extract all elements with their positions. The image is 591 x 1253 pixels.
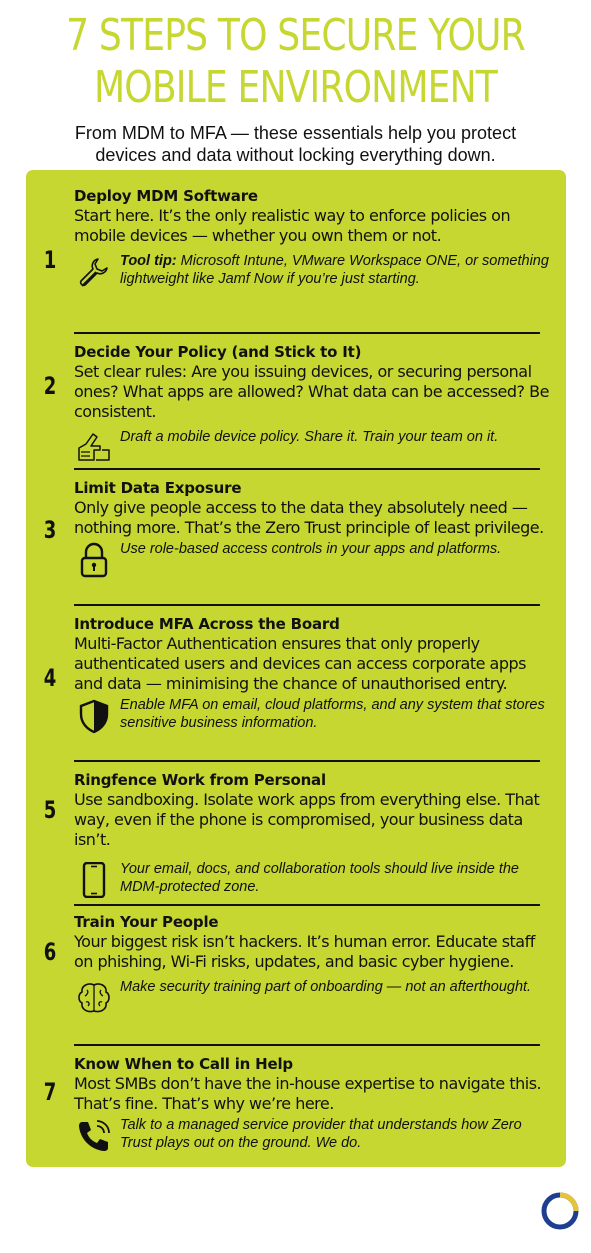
step-number: 1 [43,246,57,274]
step-number: 5 [43,796,57,824]
smartphone-icon [76,862,112,898]
step-tip [74,696,550,732]
shield-icon [76,698,112,734]
divider [74,468,540,470]
tip-text: Make security training part of onboarding — not an afterthought. [120,979,532,995]
step-text: Only give people access to the data they absolutely need — nothing more. That’s the Zero Trust principle of least privilege. [74,498,544,537]
step-title: Know When to Call in Help [74,1055,293,1073]
page-subtitle [18,122,573,166]
page-title [53,10,538,114]
step-tip [74,252,550,288]
tip-label: Tool tip: [120,253,177,269]
step-title: Limit Data Exposure [74,479,242,497]
step-text: Your biggest risk isn’t hackers. It’s human error. Educate staff on phishing, Wi-Fi risks, updates, and basic cyber hygiene. [74,932,535,971]
tip-body: Microsoft Intune, VMware Workspace ONE, or something lightweight like Jamf Now if you’re just starting. [120,253,549,287]
step-text: Multi-Factor Authentication ensures that only properly authenticated users and devices can access corporate apps and data — minimising the chance of unauthorised entry. [74,634,526,693]
subtitle-line-2: devices and data without locking everything down. [95,145,496,165]
step-number: 7 [43,1078,57,1106]
step-tip [74,1116,550,1152]
step-number: 2 [43,372,57,400]
divider [74,904,540,906]
step-number: 3 [43,516,57,544]
title-line-1: 7 STEPS TO SECURE YOUR [66,10,525,61]
step-tip [74,540,550,576]
wrench-icon [76,254,112,290]
step-title: Ringfence Work from Personal [74,771,326,789]
title-line-2: MOBILE ENVIRONMENT [93,62,498,113]
steps-panel [26,170,566,1167]
step-title: Train Your People [74,913,219,931]
brain-icon [76,980,112,1016]
divider [74,332,540,334]
divider [74,760,540,762]
step-text: Start here. It’s the only realistic way to enforce policies on mobile devices — whether you own them or not. [74,206,511,245]
step-number: 6 [43,938,57,966]
step-text: Use sandboxing. Isolate work apps from everything else. That way, even if the phone is compromised, your business data isn’t. [74,790,540,849]
phone-ringing-icon [76,1118,112,1154]
step-tip [74,860,550,896]
step-text: Set clear rules: Are you issuing devices, or securing personal ones? What apps are allowed? What data can be accessed? Be consistent. [74,362,549,421]
tip-text: Use role-based access controls in your apps and platforms. [120,541,502,557]
company-logo [539,1189,581,1231]
step-tip [74,428,550,464]
step-number: 4 [43,664,57,692]
step-tip [74,978,550,1014]
padlock-icon [76,542,112,578]
step-title: Decide Your Policy (and Stick to It) [74,343,362,361]
tip-text: Enable MFA on email, cloud platforms, and any system that stores sensitive business information. [120,697,545,731]
step-title: Deploy MDM Software [74,187,258,205]
tip-text: Talk to a managed service provider that understands how Zero Trust plays out on the ground. We do. [120,1117,522,1151]
hand-writing-icon [76,430,112,466]
divider [74,604,540,606]
tip-text [120,252,550,288]
step-text: Most SMBs don’t have the in-house expertise to navigate this. That’s fine. That’s why we’re here. [74,1074,542,1113]
subtitle-line-1: From MDM to MFA — these essentials help you protect [74,123,517,143]
tip-text: Your email, docs, and collaboration tools should live inside the MDM-protected zone. [120,861,519,895]
divider [74,1044,540,1046]
step-title: Introduce MFA Across the Board [74,615,340,633]
tip-text: Draft a mobile device policy. Share it. Train your team on it. [120,429,499,445]
